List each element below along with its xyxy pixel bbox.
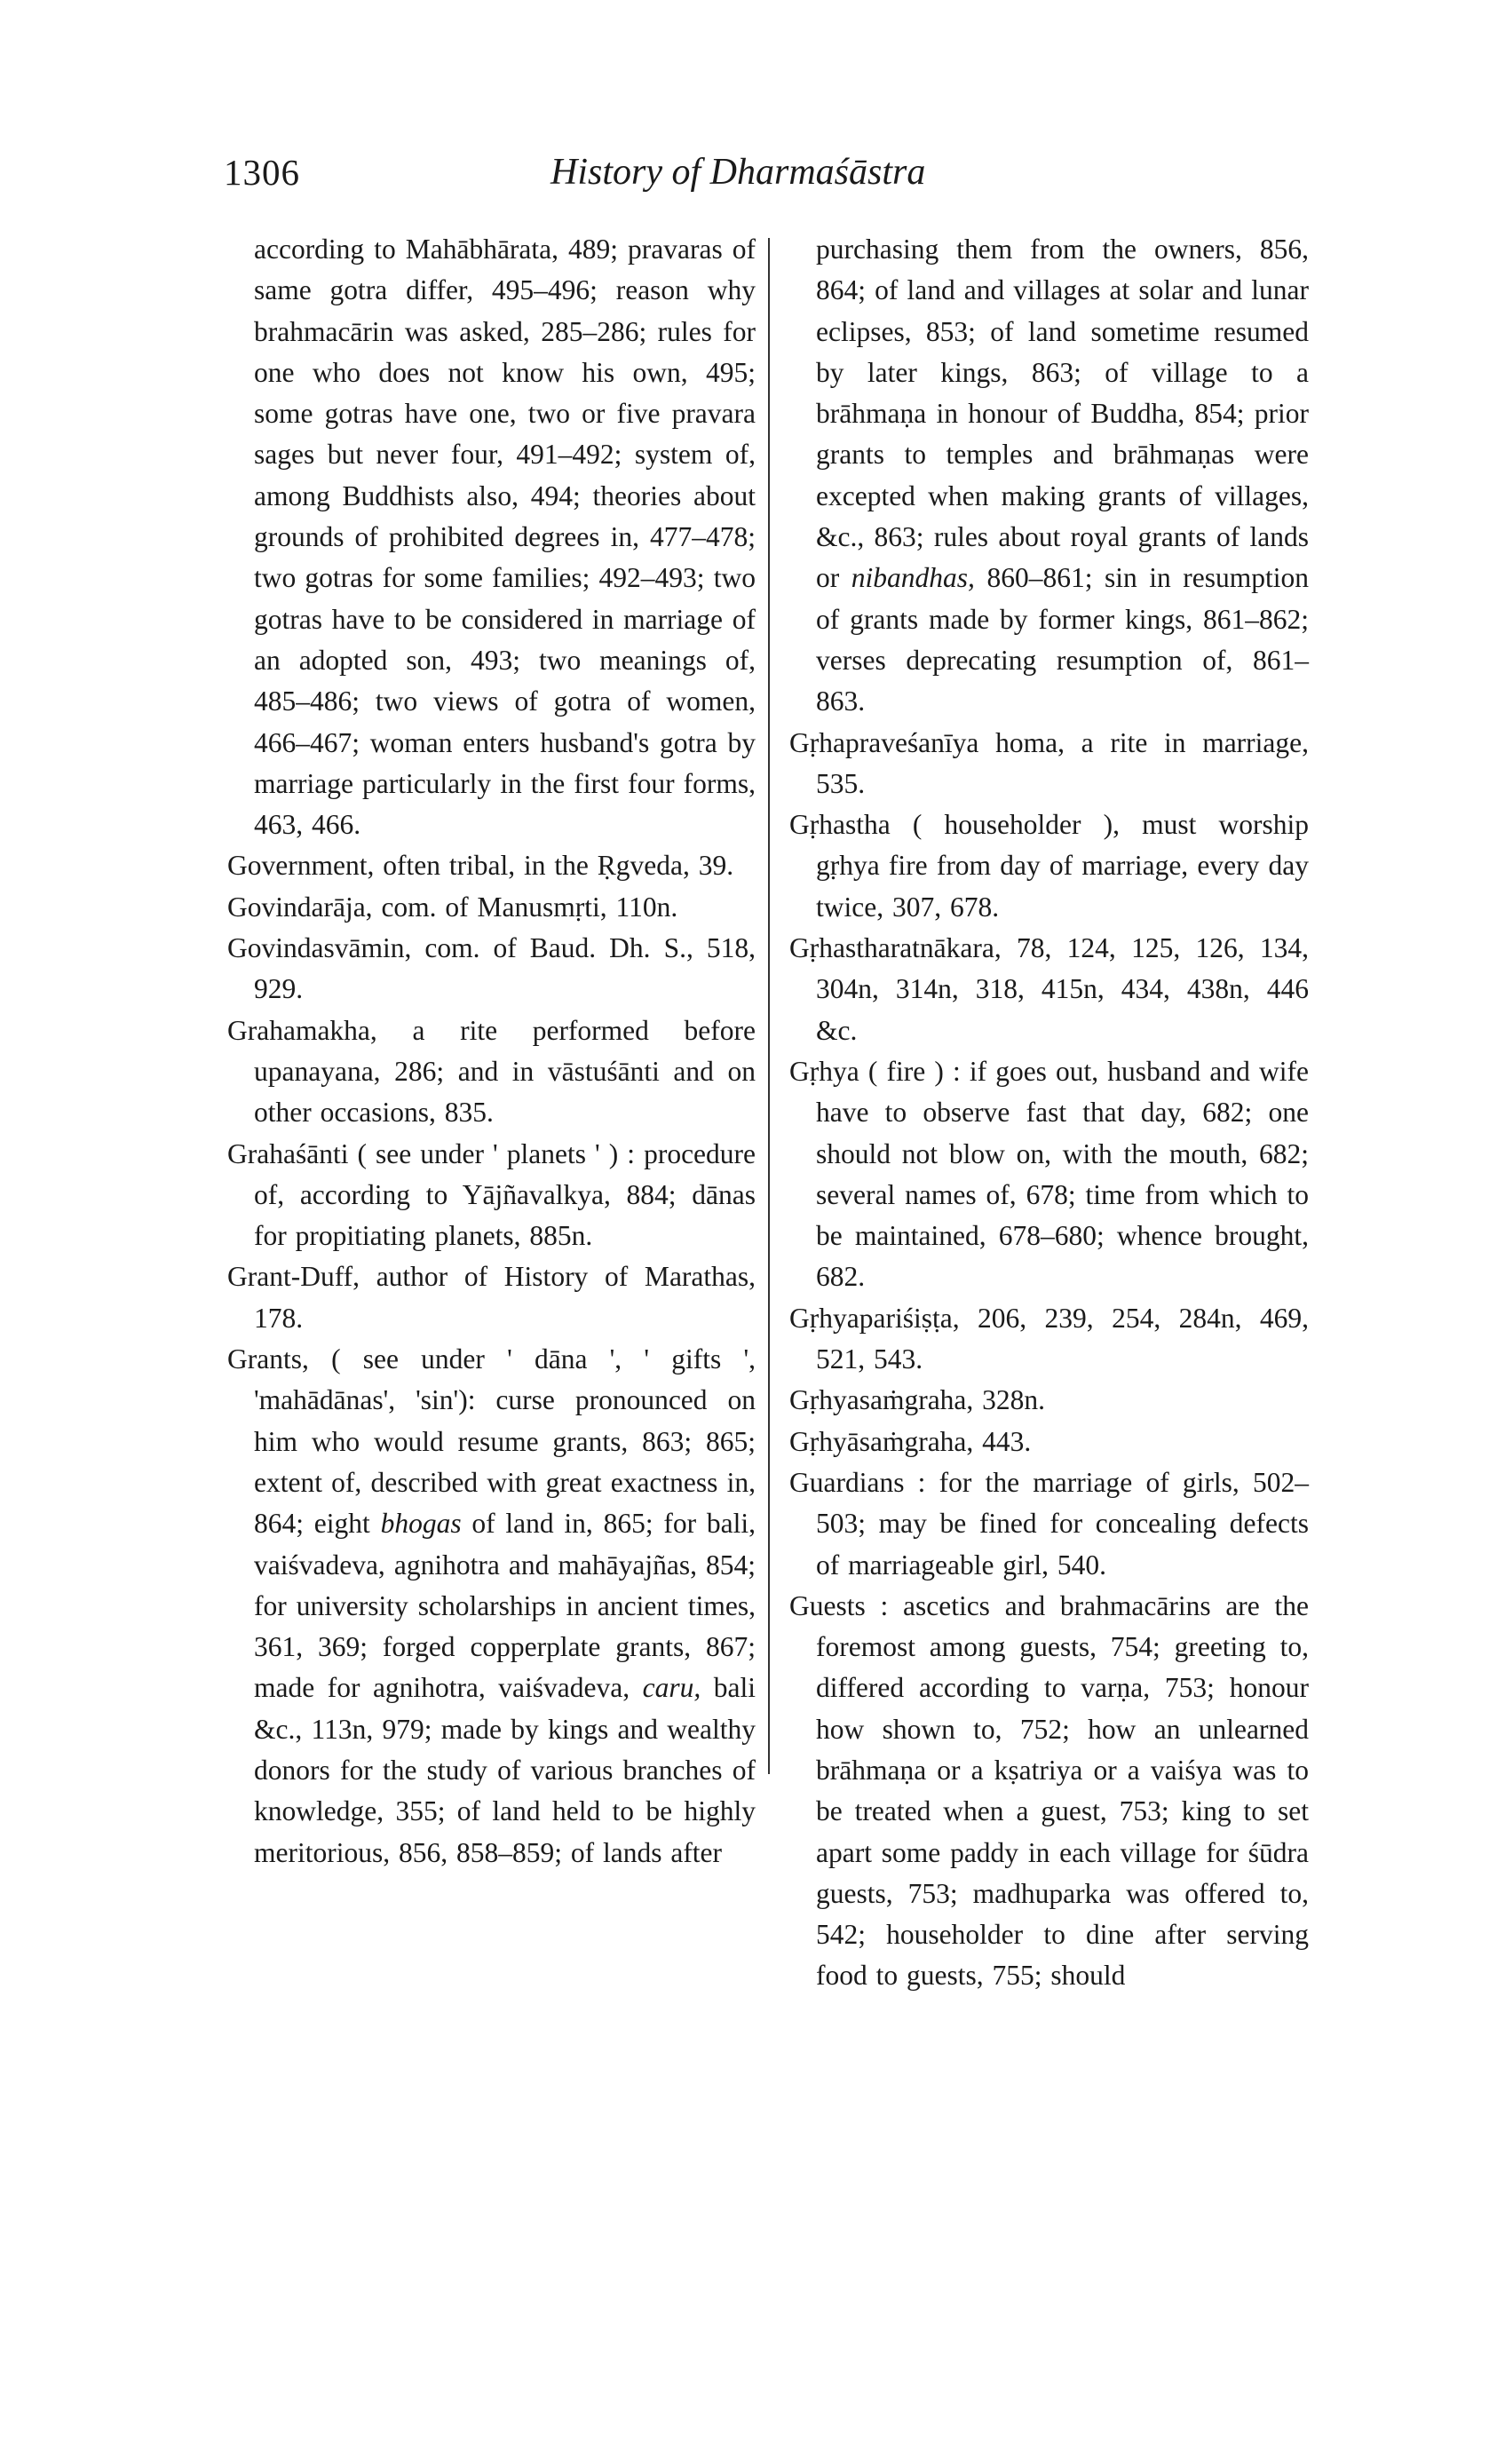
entry-text: ( fire ) : if goes out, husband and wife have to observe fast that day, 682; one should not blow on, with the mouth, 682; several names of, 678; time from which to be maintained, 678–680; whence brought, 682.	[816, 1055, 1310, 1293]
entry-headword: Govindasvāmin,	[227, 932, 412, 964]
index-entry	[789, 723, 1309, 805]
entry-text: com. of Baud. Dh. S., 518, 929.	[254, 932, 756, 1005]
entry-headword: Guardians :	[789, 1466, 926, 1498]
entry-italic-term: nibandhas,	[851, 562, 975, 594]
entry-text: homa, a rite in marriage, 535.	[816, 726, 1310, 799]
page-number: 1306	[224, 152, 300, 193]
entry-text: com. of Manusmṛti, 110n.	[381, 891, 678, 923]
entry-headword: Grant-Duff,	[227, 1261, 360, 1293]
running-title: History of Dharmaśāstra	[550, 152, 926, 193]
index-continuation: according to Mahābhārata, 489; pravaras of same gotra differ, 495–496; reason why brahmacārin was asked, 285–286; rules for one who does not know his own, 495; some gotras have one, two or five pravara sages but never four, 491–492; system of, among Buddhists also, 494; theories about grounds of prohibited degrees in, 477–478; two gotras for some families; 492–493; two gotras have to be considered in marriage of an adopted son, 493; two meanings of, 485–486; two views of gotra of women, 466–467; woman enters husband's gotra by marriage particularly in the first four forms, 463, 466.	[254, 234, 756, 841]
entry-headword: Grahaśānti	[227, 1137, 349, 1169]
index-entry	[227, 1134, 756, 1257]
index-entry	[789, 1422, 1309, 1462]
entry-text: a rite performed before upanayana, 286; and in vāstuśānti and on other occasions, 835.	[254, 1014, 756, 1129]
entry-text: 443.	[982, 1425, 1032, 1457]
entry-headword: Grants,	[227, 1343, 309, 1375]
entry-text: ascetics and brahmacārins are the foremost among guests, 754; greeting to, differed according to varṇa, 753; honour how shown to, 752; how an unlearned brāhmaṇa or a kṣatriya or a vaiśya was to be treated when a guest, 753; king to set apart some paddy in each village for śūdra guests, 753; madhuparka was offered to, 542; householder to dine after serving food to guests, 755; should	[816, 1589, 1310, 1992]
index-continuation	[789, 229, 1309, 723]
entry-text: bali &c., 113n, 979; made by kings and wealthy donors for the study of various branches of knowledge, 355; of land held to be highly meritorious, 856, 858–859; of lands after	[254, 1672, 756, 1868]
entry-text: 206, 239, 254, 284n, 469, 521, 543.	[816, 1302, 1310, 1375]
entry-headword: Gṛhastha	[789, 809, 891, 841]
entry-headword: Guests :	[789, 1589, 889, 1621]
entry-text: of land in, 865; for bali, vaiśvadeva, agnihotra and mahāyajñas, 854; for university scholarships in ancient times, 361, 369; forged copperplate grants, 867; made for agnihotra, vaiśvadeva,	[254, 1508, 756, 1704]
entry-headword: Gṛhapraveśanīya	[789, 726, 979, 758]
entry-headword: Govindarāja,	[227, 891, 373, 923]
entry-text: 328n.	[982, 1384, 1046, 1416]
index-entry	[227, 1256, 756, 1339]
entry-headword: Grahamakha,	[227, 1014, 377, 1046]
left-column	[227, 229, 756, 1874]
entry-text: ( see under ' planets ' ) : procedure of, according to Yājñavalkya, 884; dānas for propitiating planets, 885n.	[254, 1137, 756, 1252]
entry-text: 78, 124, 125, 126, 134, 304n, 314n, 318, 415n, 434, 438n, 446 &c.	[816, 932, 1310, 1046]
entry-headword: Gṛhyasaṁgraha,	[789, 1384, 974, 1416]
entry-headword: Gṛhyapariśiṣṭa,	[789, 1302, 960, 1334]
entry-text: author of History of Marathas, 178.	[254, 1261, 756, 1334]
index-entry	[227, 887, 756, 928]
entry-italic-term: caru,	[642, 1672, 701, 1704]
index-entry	[789, 1298, 1309, 1381]
entry-text: for the marriage of girls, 502–503; may be fined for concealing defects of marriageable girl, 540.	[816, 1466, 1309, 1581]
index-entry	[227, 928, 756, 1010]
entry-text: often tribal, in the Ṛgveda, 39.	[383, 850, 734, 882]
index-entry	[789, 804, 1309, 928]
continuation-text: 860–861; sin in resumption of grants made by former kings, 861–862; verses deprecating resumption of, 861–863.	[816, 562, 1310, 717]
running-header	[0, 151, 1489, 204]
index-entry	[789, 1462, 1309, 1586]
index-entry	[789, 1586, 1309, 1997]
index-entry	[227, 1010, 756, 1134]
continuation-text: purchasing them from the owners, 856, 864; of land and villages at solar and lunar eclipses, 853; of land sometime resumed by later kings, 863; of village to a brāhmaṇa in honour of Buddha, 854; prior grants to temples and brāhmaṇas were excepted when making grants of villages, &c., 863; rules about royal grants of lands or	[816, 234, 1309, 594]
index-entry	[789, 1051, 1309, 1298]
index-entry-grants	[227, 1339, 756, 1874]
entry-headword: Government,	[227, 850, 375, 882]
entry-text: ( see under ' dāna ', ' gifts ', 'mahādānas', 'sin'): curse pronounced on him who would resume grants, 863; 865; extent of, described with great exactness in, 864; eight	[254, 1343, 756, 1540]
index-entry	[227, 845, 756, 886]
entry-text: ( householder ), must worship gṛhya fire from day of marriage, every day twice, 307, 678.	[816, 809, 1309, 923]
right-column	[789, 229, 1309, 1997]
entry-headword: Gṛhastharatnākara,	[789, 932, 1002, 964]
index-entry	[789, 1380, 1309, 1421]
index-entry	[789, 928, 1309, 1051]
entry-headword: Gṛhya	[789, 1055, 859, 1087]
entry-italic-term: bhogas	[380, 1508, 462, 1540]
column-divider	[768, 238, 770, 1774]
entry-headword: Gṛhyāsaṁgraha,	[789, 1425, 974, 1457]
